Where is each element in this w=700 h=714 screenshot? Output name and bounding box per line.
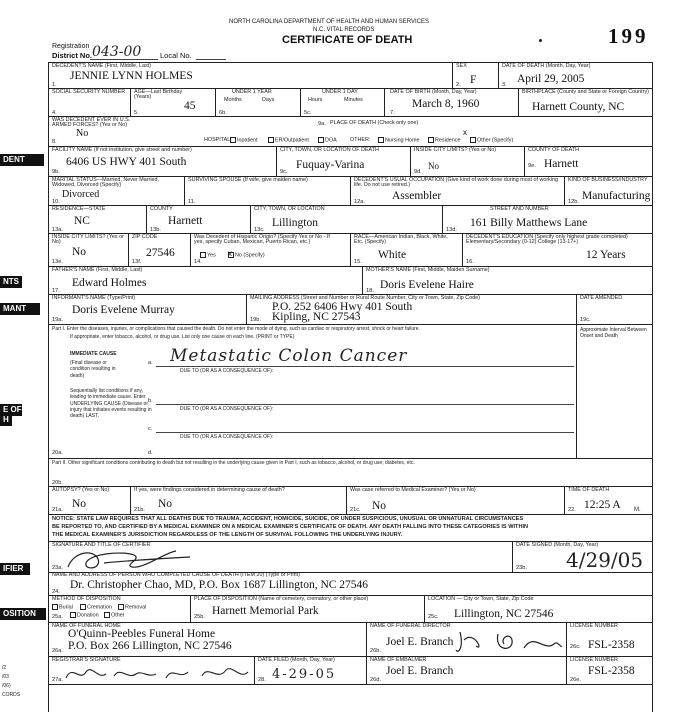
registrar-label: REGISTRAR'S SIGNATURE (52, 657, 121, 663)
decedent-name: JENNIE LYNN HOLMES (70, 70, 193, 82)
autopsy: No (72, 498, 87, 510)
residence-label: Residence (435, 137, 461, 144)
checkbox-removal[interactable] (118, 604, 124, 610)
residence-state: NC (74, 215, 90, 227)
place-of-disposition: Harnett Memorial Park (212, 605, 319, 617)
minutes-label: Minutes (344, 97, 363, 103)
other-label: OTHER: (350, 137, 371, 143)
education: 12 Years (586, 249, 626, 261)
race: White (378, 249, 407, 261)
checkbox-inpatient[interactable] (230, 137, 236, 143)
director-label: NAME OF FUNERAL DIRECTOR (370, 623, 451, 629)
res-county-label: COUNTY (150, 206, 173, 212)
res-inside-label: INSIDE CITY LIMITS? (Yes or No) (52, 234, 124, 246)
notice-line-2: BE REPORTED TO, AND CERTIFIED BY A MEDICAL EXAMINER ON A MEDICAL EXAMINER'S CERTIFICATE OF DEATH. ANY DEATH FALLING INTO THESE CATEGORIES IS WITHIN (52, 524, 529, 530)
other-method-label: Other (111, 612, 125, 619)
method-label: METHOD OF DISPOSITION (52, 596, 121, 602)
side-tab-parents: NTS (0, 276, 22, 288)
disposition-location: Lillington, NC 27546 (454, 608, 554, 620)
race-label: RACE—American Indian, Black, White, Etc. (Specify) (354, 234, 448, 246)
hispanic-no-mark: x (228, 249, 232, 258)
age-label: AGE—Last Birthday (Years) (134, 89, 183, 101)
date-signed: 4/29/05 (566, 548, 644, 572)
tod-suffix: M. (634, 507, 641, 513)
side-tab-decedent: DENT (0, 154, 44, 166)
checkbox-donation[interactable] (70, 612, 76, 618)
completer-label: NAME AND ADDRESS OF PERSON WHO COMPLETED CAUSE OF DEATH (ITEM 20) (Type or Print) (52, 572, 300, 578)
checkbox-other[interactable] (470, 137, 476, 143)
funeral-home-address: P.O. Box 266 Lillington, NC 27546 (68, 640, 232, 652)
hispanic-label: Was Decedent of Hispanic Origin? (Specify Yes or No - If yes, specify Cuban, Mexican, Puerto Rican, etc.) (194, 234, 330, 246)
mailing-address-2: Kipling, NC 27543 (272, 311, 361, 323)
other-specify-label: Other (Specify) (477, 137, 514, 144)
autopsy-label: AUTOPSY? (Yes or No) (52, 487, 110, 493)
certificate-title: CERTIFICATE OF DEATH (282, 34, 413, 46)
res-state-label: RESIDENCE—STATE (52, 206, 106, 212)
birthplace-label: BIRTHPLACE (County and State or Foreign Country) (522, 89, 649, 95)
spouse-label: SURVIVING SPOUSE (If wife, give maiden name) (188, 177, 308, 183)
informant-label: INFORMANT'S NAME (Type/Print) (52, 295, 136, 301)
mother-label: MOTHER'S NAME (First, Middle, Maiden Surname) (366, 267, 490, 273)
cremation-label: Cremation (87, 604, 112, 611)
dod-label: DATE OF DEATH (Month, Day, Year) (502, 63, 591, 69)
immediate-cause-sub: (Final disease or condition resulting in death) (70, 360, 116, 379)
residence-zip: 27546 (146, 247, 175, 259)
hispanic-no-label: No (Specify) (235, 252, 265, 259)
date-filed: 4-29-05 (272, 667, 337, 682)
license-label: LICENSE NUMBER (570, 623, 618, 629)
due-to-b: DUE TO (OR AS A CONSEQUENCE OF): (180, 406, 274, 412)
due-to-c: DUE TO (OR AS A CONSEQUENCE OF): (180, 434, 274, 440)
industry-label: KIND OF BUSINESS/INDUSTRY (568, 177, 648, 183)
date-amended-label: DATE AMENDED (580, 295, 623, 301)
side-tab-death: H (0, 414, 12, 426)
footer-code-3: /06) (2, 683, 11, 689)
funeral-home-name: O'Quinn-Peebles Funeral Home (68, 628, 216, 640)
funeral-director: Joel E. Branch (386, 636, 454, 648)
hours-label: Hours (308, 97, 323, 103)
part2-label: Part II. Other significant conditions contributing to death but not resulting in the underlying cause given in Part I, such as tobacco, alcohol, or drug use; diabetes, etc. (52, 460, 415, 466)
mailing-address-1: P.O. 252 6406 Hwy 401 South (272, 301, 413, 313)
mailing-label: MAILING ADDRESS (Street and Number or Rural Route Number, City or Town, State, Zip Code) (250, 295, 480, 301)
nursing-home-label: Nursing Home (385, 137, 420, 144)
place-check-mark: x (463, 128, 467, 137)
father-name: Edward Holmes (72, 277, 147, 289)
district-number: 043-00 (92, 44, 142, 60)
cause-a-handwritten: Metastatic Colon Cancer (170, 346, 408, 366)
birthplace: Harnett County, NC (532, 101, 625, 113)
name-label: DECEDENT'S NAME (First, Middle, Last) (52, 63, 151, 69)
date-filed-label: DATE FILED (Month, Day, Year) (258, 657, 335, 663)
city-of-death: Fuquay-Varina (296, 159, 365, 171)
part1-label: Part I. Enter the diseases, injuries, or complications that caused the death. Do not enter the mode of dying, such as cardiac or respiratory arrest, shock or heart failure. (52, 326, 420, 332)
date-of-birth: March 8, 1960 (412, 98, 480, 110)
interval-label: Approximate Interval Between Onset and Death (580, 327, 647, 339)
side-tab-cause-of: E OF (0, 404, 22, 416)
embalmer: Joel E. Branch (386, 665, 454, 677)
industry: Manufacturing (582, 190, 651, 202)
immediate-cause-label: IMMEDIATE CAUSE (70, 351, 117, 357)
hispanic-yes-label: Yes (207, 252, 216, 259)
embalmer-label: NAME OF EMBALMER (370, 657, 427, 663)
sex-value: F (470, 74, 477, 86)
registrar-signature (62, 660, 252, 684)
place-disposition-label: PLACE OF DISPOSITION (Name of cemetery, crematory, or other place) (194, 596, 369, 602)
office-name: N.C. VITAL RECORDS (313, 27, 375, 33)
county-of-death-label: COUNTY OF DEATH (528, 147, 580, 153)
checkbox-hispanic-yes[interactable] (200, 252, 206, 258)
facility-label: FACILITY NAME (If not institution, give street and number) (52, 147, 192, 153)
completer: Dr. Christopher Chao, MD, P.O. Box 1687 Lillington, NC 27546 (70, 579, 369, 591)
sequential-label: Sequentially list conditions if any, leading to immediate cause. Enter UNDERLYING CAUSE (Disease or injury that initiates events resulting in death) LAST. (70, 388, 152, 419)
license-label-2: LICENSE NUMBER (570, 657, 618, 663)
informant-name: Doris Evelene Murray (72, 304, 175, 316)
res-city-label: CITY, TOWN, OR LOCATION (254, 206, 325, 212)
director-signature (454, 628, 564, 656)
removal-label: Removal (125, 604, 147, 611)
age-value: 45 (184, 100, 196, 112)
dob-label: DATE OF BIRTH (Month, Day, Year) (390, 89, 477, 95)
footer-code-1: /2 (2, 665, 7, 671)
marital-label: MARITAL STATUS—Married, Never Married, Widowed, Divorced (Specify) (52, 177, 160, 189)
district-label: District No. (52, 51, 93, 60)
checkbox-other-method[interactable] (104, 612, 110, 618)
notice-line-3: THE MEDICAL EXAMINER'S JURISDICTION REGARDLESS OF THE LENGTH OF SURVIVAL FOLLOWING THE UNDERLYING INJURY. (52, 532, 403, 538)
armed-forces: No (76, 128, 89, 139)
findings: No (158, 498, 173, 510)
under-1-year-label: UNDER 1 YEAR (232, 89, 272, 95)
place-of-death-label: PLACE OF DEATH (Check only one) (330, 120, 419, 126)
due-to-a: DUE TO (OR AS A CONSEQUENCE OF): (180, 368, 274, 374)
burial-label: Burial (59, 604, 73, 611)
days-label: Days (262, 97, 275, 103)
checkbox-residence[interactable] (428, 137, 434, 143)
residence-street: 161 Billy Matthews Lane (470, 217, 588, 229)
ssn-label: SOCIAL SECURITY NUMBER (52, 89, 126, 95)
facility-name: 6406 US HWY 401 South (66, 156, 187, 168)
er-outpatient-label: ER/Outpatient (275, 137, 309, 144)
side-tab-certifier: IFIER (0, 563, 30, 575)
residence-inside-limits: No (72, 246, 87, 258)
inside-limits-label: INSIDE CITY LIMITS? (Yes or No) (414, 147, 497, 153)
donation-label: Donation (77, 612, 99, 619)
time-of-death: 12:25 A (584, 499, 621, 511)
me-label: Was case referred to Medical Examiner? (Yes or No) (350, 487, 476, 493)
under-1-day-label: UNDER 1 DAY (322, 89, 358, 95)
checkbox-er-outpatient[interactable] (268, 137, 274, 143)
medical-examiner: No (372, 500, 387, 512)
dept-name: NORTH CAROLINA DEPARTMENT OF HEALTH AND HUMAN SERVICES (229, 19, 430, 25)
occupation: Assembler (392, 190, 442, 202)
director-license: FSL-2358 (588, 639, 635, 651)
checkbox-nursing-home[interactable] (378, 137, 384, 143)
zip-label: ZIP CODE (132, 234, 158, 240)
city-of-death-label: CITY, TOWN, OR LOCATION OF DEATH (280, 147, 379, 153)
occupation-label: DECEDENT'S USUAL OCCUPATION (Give kind of work done during most of working life. Do not use retired.) (354, 177, 559, 189)
education-label: DECEDENT'S EDUCATION (Specify only highest grade completed) Elementary/Secondary (0-12) College (13-17+) (466, 234, 628, 246)
footer-code-2: /03 (2, 674, 9, 680)
findings-label: If yes, were findings considered in determining cause of death? (134, 487, 285, 493)
date-of-death: April 29, 2005 (517, 73, 585, 85)
side-tab-informant: MANT (0, 303, 40, 315)
funeral-home-label: NAME OF FUNERAL HOME (52, 623, 121, 629)
part1-sub: If appropriate, enter tobacco, alcohol, or drug use. List only one cause on each line. (PRINT or TYPE) (70, 334, 295, 340)
embalmer-license: FSL-2358 (588, 665, 635, 677)
certificate-number: 199 (608, 24, 649, 48)
registration-label: Registration (52, 43, 90, 50)
hospital-label: HOSPITAL: (204, 137, 232, 143)
local-label: Local No. (160, 51, 192, 60)
checkbox-burial[interactable] (52, 604, 58, 610)
header-dot (539, 39, 542, 42)
father-label: FATHER'S NAME (First, Middle, Last) (52, 267, 143, 273)
footer-code-4: CORDS (2, 692, 21, 698)
checkbox-doa[interactable] (318, 137, 324, 143)
notice-line-1: NOTICE: STATE LAW REQUIRES THAT ALL DEATHS DUE TO TRAUMA, ACCIDENT, HOMICIDE, SUICIDE, OR UNDER SUSPICIOUS, UNUSUAL OR UNNATURAL CIRCUMSTANCES (52, 516, 524, 522)
side-tab-disposition: OSITION (0, 608, 46, 620)
inside-city-limits: No (428, 161, 439, 171)
date-signed-label: DATE SIGNED (Month, Day, Year) (516, 542, 599, 548)
residence-city: Lillington (272, 217, 318, 229)
tod-label: TIME OF DEATH (568, 487, 610, 493)
armed-label: WAS DECEDENT EVER IN U.S. ARMED FORCES? (Yes or No) (52, 117, 131, 129)
doa-label: DOA (325, 137, 337, 144)
inpatient-label: Inpatient (237, 137, 258, 144)
certifier-signature (64, 545, 194, 573)
street-label: STREET AND NUMBER (490, 206, 549, 212)
certifier-label: SIGNATURE AND TITLE OF CERTIFIER (52, 542, 151, 548)
residence-county: Harnett (168, 215, 203, 227)
mother-name: Doris Evelene Haire (380, 279, 474, 291)
months-label: Months (224, 97, 242, 103)
marital-status: Divorced (62, 189, 100, 200)
sex-label: SEX (456, 63, 467, 69)
checkbox-cremation[interactable] (80, 604, 86, 610)
county-of-death: Harnett (544, 158, 579, 170)
location-label: LOCATION — City or Town, State, Zip Code (428, 596, 534, 602)
